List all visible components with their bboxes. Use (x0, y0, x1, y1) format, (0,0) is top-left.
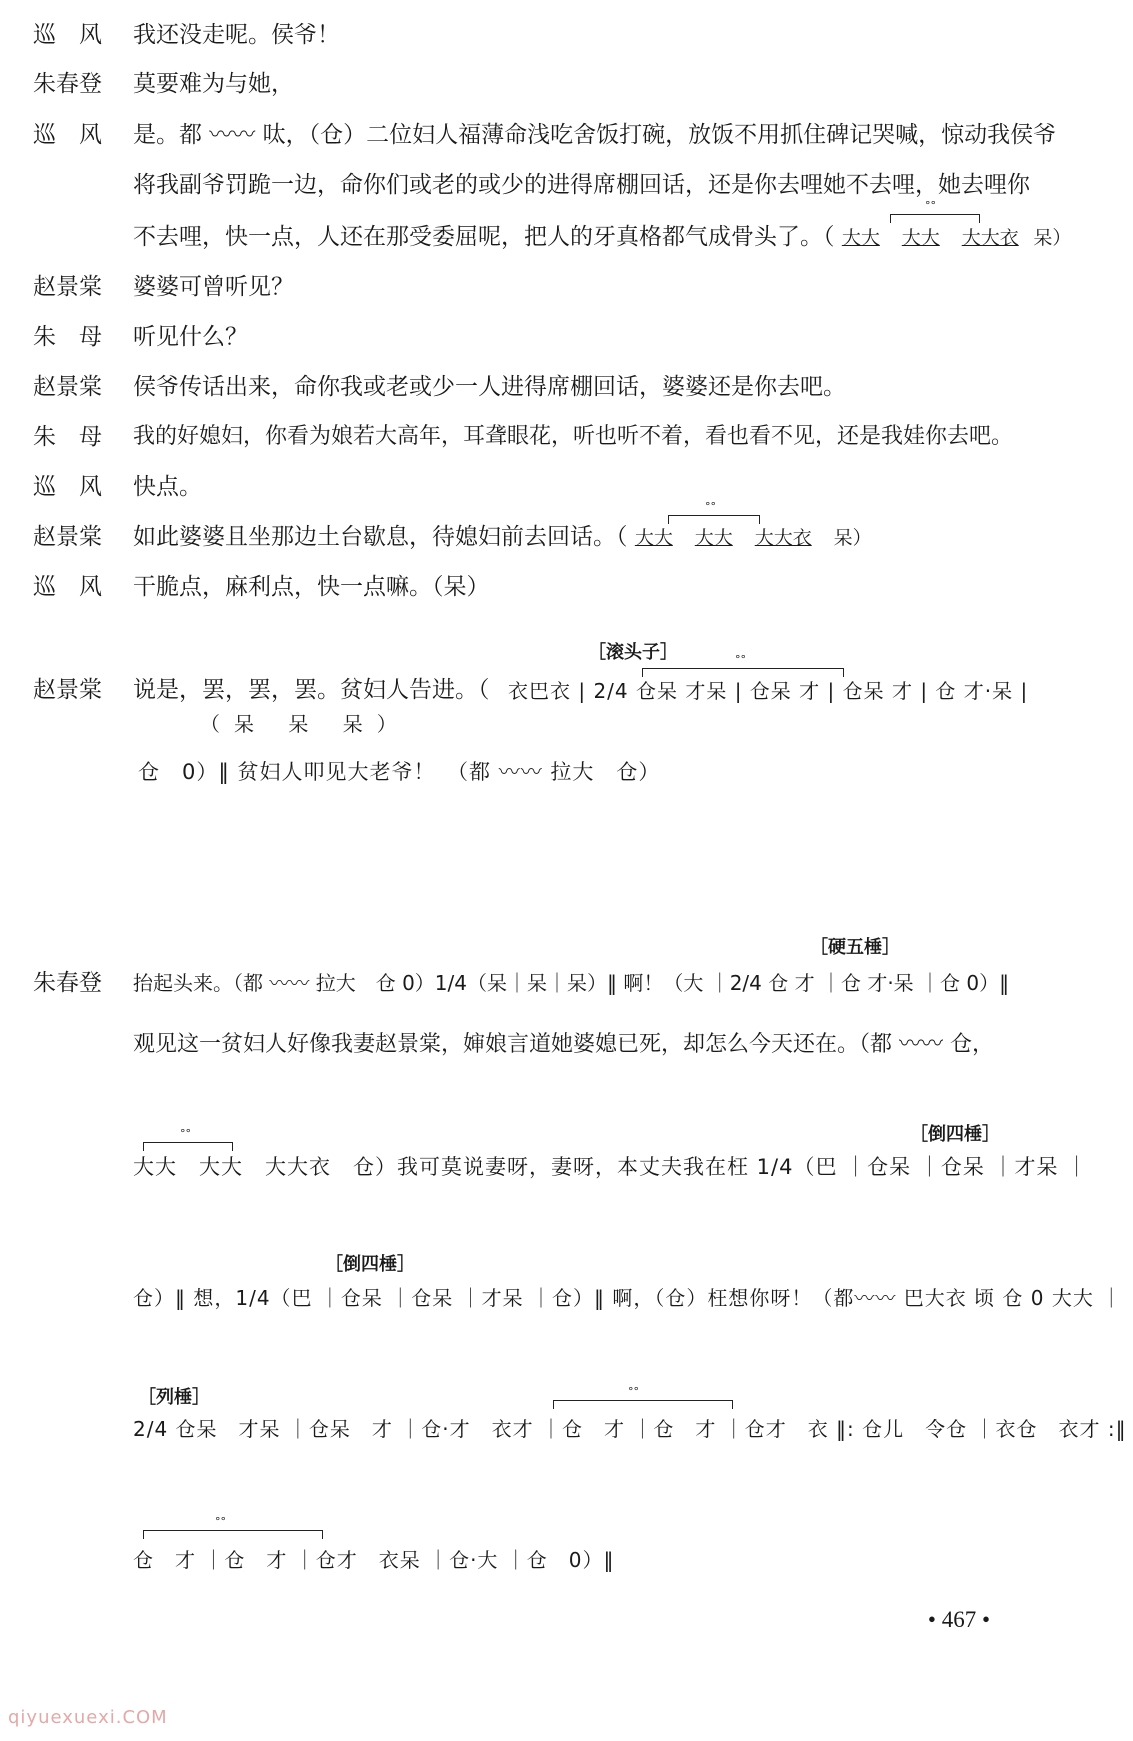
tune-label: ［硬五棰］ (810, 937, 900, 958)
perc-note: 大大 (901, 227, 940, 249)
dialogue-text: 说是，罢，罢，罢。贫妇人告进。（ (133, 677, 490, 703)
dialogue-text: 婆婆可曾听见？ (133, 274, 294, 300)
perc-note: 呆） (833, 527, 872, 549)
dialogue-text-part: 如此婆婆且坐那边土台歇息，待媳妇前去回话。（ (133, 524, 628, 550)
speaker-name: 赵景棠 (33, 524, 102, 550)
page-number: • 467 • (927, 1607, 990, 1632)
dialogue-text: 快点。 (133, 474, 202, 500)
site-watermark: qiyuexuexi.COM (8, 1707, 168, 1728)
fermata-mark: °° (628, 1385, 639, 1398)
dialogue-text: 莫要难为与她， (133, 71, 294, 97)
speaker-name: 朱 母 (33, 324, 102, 350)
dialogue-text: 听见什么？ (133, 324, 248, 350)
percussion-notation: 仓）‖ 想，1/4（巴 ｜仓呆 ｜仓呆 ｜才呆 ｜仓）‖ 啊，（仓）枉想你呀！（都〰〰 巴大衣 顷 仓 0 大大 ｜ (133, 1286, 1123, 1310)
dialogue-text: 抬起头来。（都 〰〰 拉大 仓 0）1/4（呆｜呆｜呆）‖ 啊！（大 ｜2/4 仓 才 ｜仓 才·呆 ｜仓 0）‖ (133, 971, 1010, 995)
percussion-notation: 2/4 仓呆 才呆 ｜仓呆 才 ｜仓·才 衣才 ｜仓 才 ｜仓 才 ｜仓才 衣 ‖: 仓儿 令仓 ｜衣仓 衣才 :‖ (133, 1417, 1127, 1441)
percussion-notation: 衣巴衣 | 2/4 仓呆 才呆 | 仓呆 才 | 仓呆 才 | 仓 才·呆 | (508, 679, 1029, 703)
speaker-name: 朱春登 (33, 71, 102, 97)
tie-bracket (668, 515, 760, 524)
fermata-mark: °° (215, 1515, 226, 1528)
tune-label: ［滚头子］ (588, 642, 678, 663)
fermata-mark: °° (925, 199, 936, 212)
fermata-mark: °° (180, 1127, 191, 1140)
dialogue-text: 侯爷传话出来，命你我或老或少一人进得席棚回话，婆婆还是你去吧。 (133, 374, 846, 400)
dialogue-text: 是。都 〰〰 呔，（仓）二位妇人福薄命浅吃舍饭打碗，放饭不用抓住碑记哭喊，惊动我侯爷 (133, 122, 1057, 148)
perc-note: 大大衣 (754, 527, 812, 549)
tie-bracket (143, 1530, 323, 1539)
speaker-name: 赵景棠 (33, 374, 102, 400)
dialogue-text: 干脆点，麻利点，快一点嘛。（呆） (133, 574, 490, 600)
speaker-name: 赵景棠 (33, 677, 102, 703)
dialogue-continuation: 观见这一贫妇人好像我妻赵景棠，婶娘言道她婆媳已死，却怎么今天还在。（都 〰〰 仓， (133, 1032, 994, 1057)
speaker-name: 巡 风 (33, 474, 102, 500)
perc-note: 呆） (1033, 227, 1072, 249)
dialogue-text: 我的好媳妇，你看为娘若大高年，耳聋眼花，听也听不着，看也看不见，还是我娃你去吧。 (133, 424, 1014, 449)
dialogue-continuation (133, 222, 1071, 253)
speaker-name: 巡 风 (33, 22, 102, 48)
perc-note: 大大 (694, 527, 733, 549)
dialogue-continuation: 将我副爷罚跪一边，命你们或老的或少的进得席棚回话，还是你去哩她不去哩，她去哩你 (133, 172, 1030, 198)
perc-note: 大大衣 (961, 227, 1019, 249)
percussion-sub-notation: （呆 呆 呆） (200, 712, 411, 736)
tie-bracket (143, 1142, 233, 1151)
speaker-name: 巡 风 (33, 574, 102, 600)
speaker-name: 巡 风 (33, 122, 102, 148)
tune-label: ［倒四棰］ (325, 1254, 415, 1275)
speaker-name: 朱 母 (33, 424, 102, 450)
dialogue-text (133, 522, 872, 553)
speaker-name: 赵景棠 (33, 274, 102, 300)
speaker-name: 朱春登 (33, 970, 102, 996)
perc-note: 大大 (634, 527, 673, 549)
fermata-mark: °° (705, 500, 716, 513)
percussion-notation: 仓 0）‖ 贫妇人叩见大老爷！ （都 〰〰 拉大 仓） (138, 760, 661, 784)
percussion-notation: 仓 才 ｜仓 才 ｜仓才 衣呆 ｜仓·大 ｜仓 0）‖ (133, 1548, 615, 1572)
perc-note: 大大 (841, 227, 880, 249)
dialogue-text: 我还没走呢。侯爷！ (133, 22, 340, 48)
dialogue-text: 不去哩，快一点，人还在那受委屈呢，把人的牙真格都气成骨头了。（ (133, 224, 835, 250)
fermata-mark: °° (735, 653, 746, 666)
percussion-notation: 大大 大大 大大衣 仓）我可莫说妻呀，妻呀，本丈夫我在枉 1/4（巴 ｜仓呆 ｜仓呆 ｜才呆 ｜ (133, 1155, 1089, 1179)
tie-bracket (553, 1400, 733, 1409)
tie-bracket (890, 214, 980, 223)
tune-label: ［列棰］ (138, 1387, 210, 1408)
tune-label: ［倒四棰］ (910, 1124, 1000, 1145)
